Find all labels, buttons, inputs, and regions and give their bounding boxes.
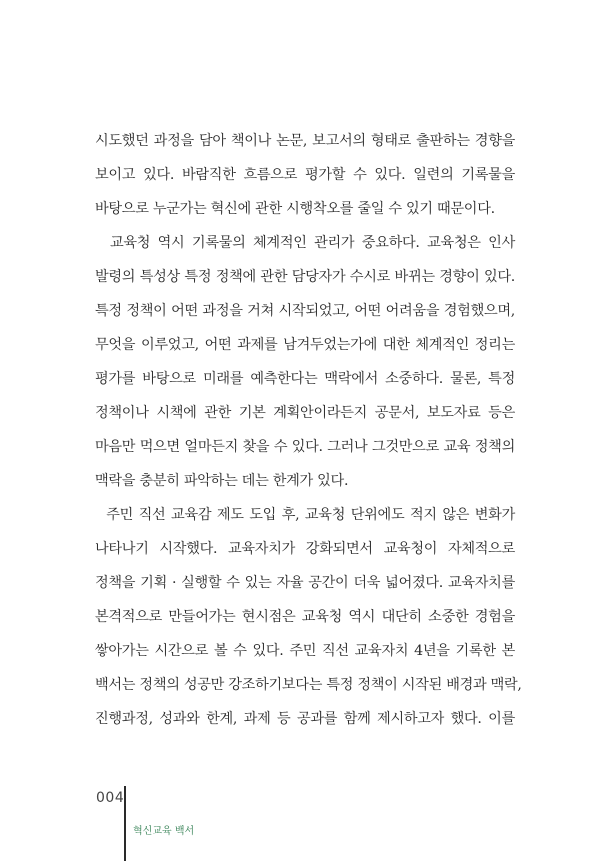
footer-divider	[124, 786, 126, 861]
page-number: 004	[96, 790, 125, 806]
text-line: 평가를 바탕으로 미래를 예측한다는 맥락에서 소중하다. 물론, 특정	[95, 371, 515, 387]
text-line: 백서는 정책의 성공만 강조하기보다는 특정 정책이 시작된 배경과 맥락,	[95, 677, 522, 693]
paragraph-start-line: 주민 직선 교육감 제도 도입 후, 교육청 단위에도 적지 않은 변화가	[95, 507, 515, 523]
body-text	[95, 124, 522, 736]
text-line: 쌓아가는 시간으로 볼 수 있다. 주민 직선 교육자치 4년을 기록한 본	[95, 643, 515, 659]
text-line: 특정 정책이 어떤 과정을 거쳐 시작되었고, 어떤 어려움을 경험했으며,	[95, 303, 515, 319]
paragraph-start-line: 교육청 역시 기록물의 체계적인 관리가 중요하다. 교육청은 인사	[95, 235, 515, 251]
text-line: 발령의 특성상 특정 정책에 관한 담당자가 수시로 바뀌는 경향이 있다.	[95, 269, 515, 285]
text-line: 보이고 있다. 바람직한 흐름으로 평가할 수 있다. 일련의 기록물을	[95, 167, 515, 183]
text-line: 무엇을 이루었고, 어떤 과제를 남겨두었는가에 대한 체계적인 정리는	[95, 337, 515, 353]
running-title: 혁신교육 백서	[133, 826, 195, 837]
text-line: 마음만 먹으면 얼마든지 찾을 수 있다. 그러나 그것만으로 교육 정책의	[95, 439, 515, 455]
paragraph-end-line: 바탕으로 누군가는 혁신에 관한 시행착오를 줄일 수 있기 때문이다.	[95, 201, 495, 217]
text-line: 시도했던 과정을 담아 책이나 논문, 보고서의 형태로 출판하는 경향을	[95, 133, 515, 149]
text-line: 정책이나 시책에 관한 기본 계획안이라든지 공문서, 보도자료 등은	[95, 405, 515, 421]
text-line: 본격적으로 만들어가는 현시점은 교육청 역시 대단히 소중한 경험을	[95, 609, 515, 625]
text-line: 나타나기 시작했다. 교육자치가 강화되면서 교육청이 자체적으로	[95, 541, 515, 557]
text-line: 정책을 기획 · 실행할 수 있는 자율 공간이 더욱 넓어졌다. 교육자치를	[95, 575, 515, 591]
paragraph-end-line: 맥락을 충분히 파악하는 데는 한계가 있다.	[95, 473, 349, 489]
text-line: 진행과정, 성과와 한계, 과제 등 공과를 함께 제시하고자 했다. 이를	[95, 711, 515, 727]
